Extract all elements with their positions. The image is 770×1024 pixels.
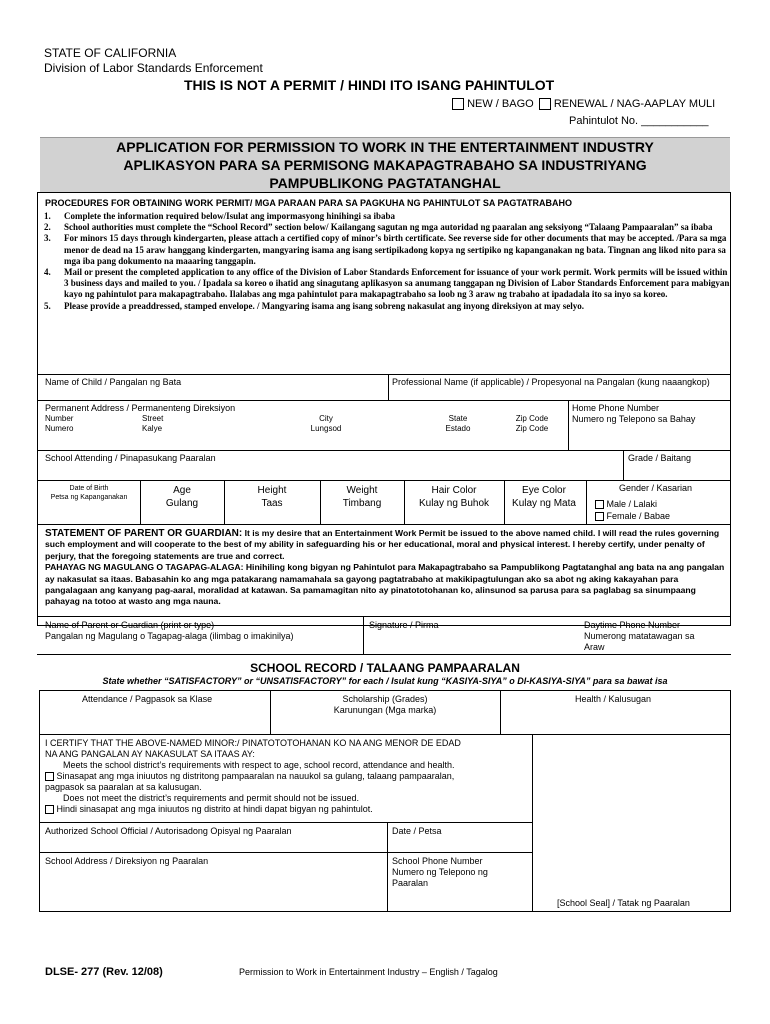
health-field[interactable]: Health / Kalusugan xyxy=(575,694,652,704)
procedure-item: 5. Please provide a preaddressed, stamped envelope. / Mangyaring isama ang isang sobreng nakasulat ang inyong direksiyon at may selyo. xyxy=(44,300,584,311)
meets-requirements-checkbox[interactable] xyxy=(45,772,54,781)
certification-block: I CERTIFY THAT THE ABOVE-NAMED MINOR:/ PINATOTOTOHANAN KO NA ANG MENOR DE EDAD NA ANG PANGALAN AY NAKASULAT SA ITAAS AY: Meets the school district’s requirements with respect to age, school record, attendance and health. Sinasapat ang mga iniuutos ng distritong pampaaralan na nauukol sa gulang, talaang pampaaralan, pagpasok sa paaralan at sa kalusugan. Does not meet the district’s requirements and permit should not be issued. Hindi sinasapat ang mga iniuutos ng distrito at hindi dapat bigyan ng pahintulot. xyxy=(45,738,461,814)
divider xyxy=(586,480,587,524)
division-name: Division of Labor Standards Enforcement xyxy=(44,61,263,75)
parent-name-field[interactable]: Name of Parent or Guardian (print or type) Pangalan ng Magulang o Tagapag-alaga (ilimbag o imakinilya) xyxy=(45,620,294,641)
procedure-item: 2. School authorities must complete the “School Record” section below/ Kailangang sagutan ng mga autoridad ng paaralan ang seksiyong “Talaang Pampaaralan” sa ibaba xyxy=(44,222,713,233)
gender-male-option[interactable]: Male / Lalaki xyxy=(595,498,657,510)
daytime-phone-field[interactable]: Daytime Phone Number Numerong matatawagan sa Araw xyxy=(584,620,695,652)
state-label: State Estado xyxy=(445,414,471,433)
divider xyxy=(37,450,731,451)
state-name: STATE OF CALIFORNIA xyxy=(44,46,177,60)
divider xyxy=(363,616,364,654)
renewal-checkbox[interactable] xyxy=(539,98,551,110)
form-title xyxy=(40,138,730,192)
home-phone-field[interactable]: Home Phone Number Numero ng Telepono sa Bahay xyxy=(572,403,696,424)
divider xyxy=(532,734,533,912)
divider xyxy=(388,374,389,400)
school-phone-field[interactable]: School Phone Number Numero ng Telepono ng Paaralan xyxy=(392,856,488,888)
divider xyxy=(387,852,388,912)
header xyxy=(44,46,263,76)
renewal-label: RENEWAL / NAG-AAPLAY MULI xyxy=(553,98,716,110)
city-label: City Lungsod xyxy=(310,414,342,433)
school-official-field[interactable]: Authorized School Official / Autorisadong Opisyal ng Paaralan xyxy=(45,826,292,836)
school-attending-field[interactable]: School Attending / Pinapasukang Paaralan xyxy=(45,453,216,463)
divider xyxy=(500,690,501,734)
title-line-2: APLIKASYON PARA SA PERMISONG MAKAPAGTRABAHO SA INDUSTRIYANG xyxy=(123,157,647,173)
child-name-field[interactable]: Name of Child / Pangalan ng Bata xyxy=(45,377,182,387)
male-checkbox[interactable] xyxy=(595,500,604,509)
new-checkbox[interactable] xyxy=(452,98,464,110)
procedure-item: 3. For minors 15 days through kindergarten, please attach a certified copy of minor’s birth certificate. See reverse side for other documents that may be accepted. /Para sa mga menor de dead na 15 araw hanggang kindergarten, mangyaring isama ang isang sertipikadong kopya ng sertipiko ng kapanganakan ng bata. Tingnan ang likod nito para sa mga iba pang dokumento na maaaring tanggapin. xyxy=(44,233,727,266)
divider xyxy=(37,616,731,617)
divider xyxy=(37,480,731,481)
divider xyxy=(37,654,731,655)
divider xyxy=(623,450,624,480)
divider xyxy=(39,852,532,853)
gender-female-option[interactable]: Female / Babae xyxy=(595,510,670,522)
female-checkbox[interactable] xyxy=(595,512,604,521)
grade-field[interactable]: Grade / Baitang xyxy=(628,453,692,463)
divider xyxy=(37,374,731,375)
date-field[interactable]: Date / Petsa xyxy=(392,826,442,836)
age-field[interactable]: Age Gulang xyxy=(165,485,199,509)
permit-number-field[interactable]: Pahintulot No. ___________ xyxy=(569,115,709,127)
parent-statement: STATEMENT OF PARENT OR GUARDIAN: It is my desire that an Entertainment Work Permit be issued to the above named child. I will read the rules governing such employment and will cooperate to the best of my ability in safeguarding his or her educational, moral and physical interest. I hereby certify, under penalty of perjury, that the foregoing statements are true and correct. PAHAYAG NG MAGULANG O TAGAPAG-ALAGA: Hinihiling kong bigyan ng Pahintulot para Makapagtrabaho sa Pampublikong Pagtatanghal ang bata na ang pangalan ay nakasulat sa itaas. Babasahin ko ang mga patakarang namamahala sa gayong pagtatrabaho at makikipagtulungan ako sa abot ng aking kakayahan para pangalagaan ang kanyang pag-aaral, moralidad at katawan. Sa pamamagitan nito ay pinatototohanan ko, alinsunod sa parusa para sa paglabag sa sinumpaang pahayag na totoo at wasto ang mga nauna. xyxy=(45,528,725,607)
not-meets-requirements-checkbox[interactable] xyxy=(45,805,54,814)
procedure-item: 4. Mail or present the completed application to any office of the Division of Labor Standards Enforcement for issuance of your work permit. Work permits will be issued within 3 business days and mailed to you. / Ipadala sa koreo o ihatid ang sinagutang aplikasyon sa anumang tanggapan ng Division of Labor Standards Enforcement para mabigyan kayo ng pahintulot para makapagtrabaho. Ilalabas ang mga pahintulot para makapagtrabaho sa loob ng 3 araw ng trabaho at ipadadala ito sa inyo sa koreo. xyxy=(44,267,730,300)
zip-label: Zip Code Zip Code xyxy=(515,414,549,433)
form-number: DLSE- 277 (Rev. 12/08) xyxy=(45,966,163,978)
professional-name-field[interactable]: Professional Name (if applicable) / Propesyonal na Pangalan (kung naaangkop) xyxy=(392,377,710,387)
divider xyxy=(37,400,731,401)
scholarship-field[interactable]: Scholarship (Grades) Karunungan (Mga marka) xyxy=(333,694,437,715)
number-label: Number Numero xyxy=(45,414,74,433)
procedure-item: 1. Complete the information required below/Isulat ang impormasyong hinihingi sa ibaba xyxy=(44,211,395,221)
divider xyxy=(39,822,532,823)
procedures-heading: PROCEDURES FOR OBTAINING WORK PERMIT/ MGA PARAAN PARA SA PAGKUHA NG PAHINTULOT SA PAGTATRABAHO xyxy=(45,198,572,208)
procedures-list xyxy=(40,211,730,312)
not-a-permit-notice: THIS IS NOT A PERMIT / HINDI ITO ISANG PAHINTULOT xyxy=(184,77,555,93)
signature-field[interactable]: Signature / Pirma xyxy=(369,620,439,630)
application-type xyxy=(452,97,715,111)
attendance-field[interactable]: Attendance / Pagpasok sa Klase xyxy=(82,694,213,704)
new-label: NEW / BAGO xyxy=(467,98,534,110)
form-description: Permission to Work in Entertainment Industry – English / Tagalog xyxy=(239,967,498,977)
address-label: Permanent Address / Permanenteng Direksiyon xyxy=(45,403,236,413)
school-record-heading: SCHOOL RECORD / TALAANG PAMPAARALAN xyxy=(250,661,520,675)
weight-field[interactable]: Weight Timbang xyxy=(342,485,382,509)
hair-color-field[interactable]: Hair Color Kulay ng Buhok xyxy=(418,485,490,509)
divider xyxy=(37,524,731,525)
title-line-1: APPLICATION FOR PERMISSION TO WORK IN THE ENTERTAINMENT INDUSTRY xyxy=(116,139,654,155)
title-line-3: PAMPUBLIKONG PAGTATANGHAL xyxy=(269,175,501,191)
divider xyxy=(387,822,388,852)
divider xyxy=(39,734,731,735)
school-record-instruction: State whether “SATISFACTORY” or “UNSATISFACTORY” for each / Isulat kung “KASIYA-SIYA” o DI-KASIYA-SIYA” para sa bawat isa xyxy=(102,676,668,686)
gender-label: Gender / Kasarian xyxy=(619,483,693,493)
divider xyxy=(568,400,569,450)
height-field[interactable]: Height Taas xyxy=(257,485,287,509)
school-seal-label: [School Seal] / Tatak ng Paaralan xyxy=(557,898,690,908)
street-label: Street Kalye xyxy=(142,414,164,433)
school-address-field[interactable]: School Address / Direksiyon ng Paaralan xyxy=(45,856,209,866)
eye-color-field[interactable]: Eye Color Kulay ng Mata xyxy=(512,485,576,509)
dob-field[interactable]: Date of Birth Petsa ng Kapanganakan xyxy=(50,485,128,501)
